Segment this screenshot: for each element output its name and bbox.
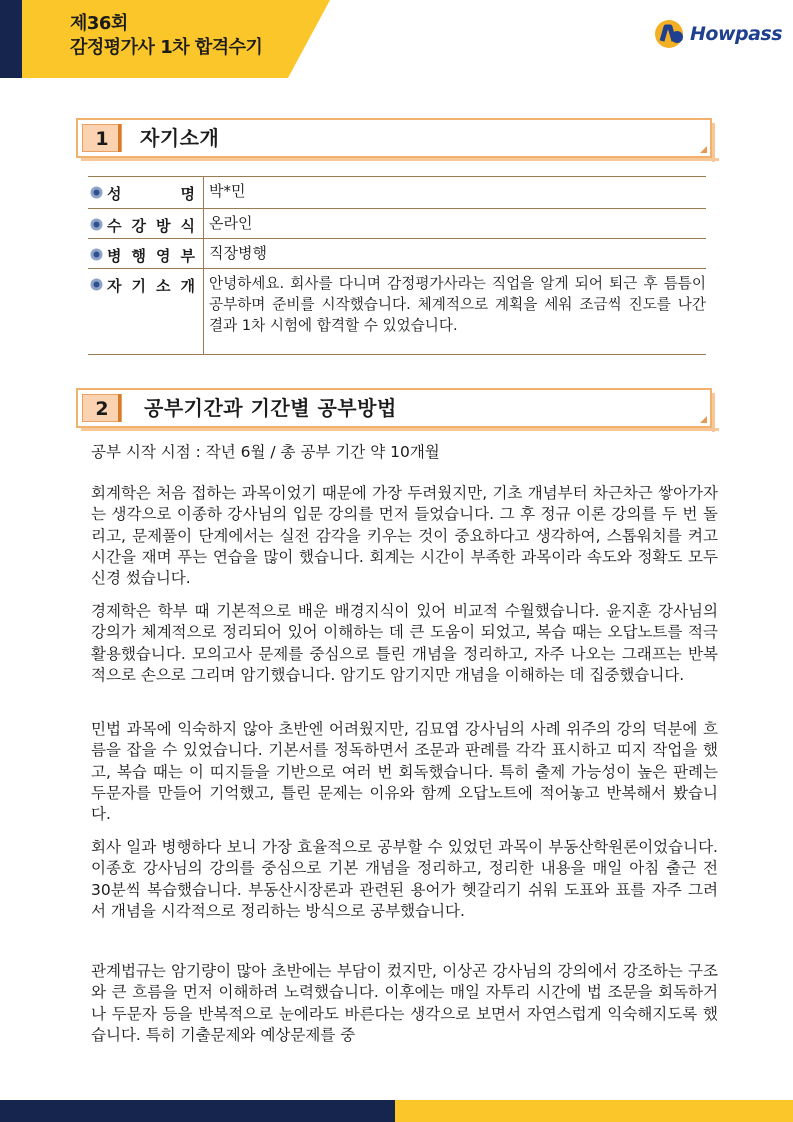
paragraph-regulations: 관계법규는 암기량이 많아 초반에는 부담이 컸지만, 이상곤 강사님의 강의에서 강조하는 구조와 큰 흐름을 먼저 이해하려 노력했습니다. 이후에는 매일 자투리 시간에 법 조문을 회독하거나 두문자 등을 반복적으로 눈에라도 바른다는 생각으로 보면서 자연스럽게 익숙해지도록 했습니다. 특히 기출문제와 예상문제를 중 bbox=[91, 962, 718, 1044]
title-line-1: 제36회 bbox=[70, 13, 128, 34]
section-number-box bbox=[82, 124, 122, 152]
section-1-heading bbox=[76, 118, 712, 158]
profile-label bbox=[88, 177, 204, 208]
section-number: 2 bbox=[95, 398, 109, 420]
section-title: 자기소개 bbox=[140, 126, 220, 150]
corner-mark-icon bbox=[700, 146, 707, 153]
profile-label-text: 수 강 방 식 bbox=[107, 217, 195, 235]
footer-band bbox=[0, 1100, 793, 1122]
profile-label-text: 성 명 bbox=[107, 185, 195, 203]
profile-label bbox=[88, 209, 204, 238]
bullet-icon bbox=[90, 186, 103, 199]
section-number-box bbox=[82, 394, 122, 422]
profile-label-text: 자 기 소 개 bbox=[107, 277, 195, 295]
corner-mark-icon bbox=[700, 416, 707, 423]
profile-table bbox=[88, 176, 706, 355]
profile-label bbox=[88, 269, 204, 354]
paragraph-accounting: 회계학은 처음 접하는 과목이었기 때문에 가장 두려웠지만, 기초 개념부터 차근차근 쌓아가자는 생각으로 이종하 강사님의 입문 강의를 먼저 들었습니다. 그 후 정규 이론 강의를 두 번 돌리고, 문제풀이 단계에서는 실전 감각을 키우는 것이 중요하다고 생각하여, 스톱워치를 켜고 시간을 재며 푸는 연습을 많이 했습니다. 회계는 시간이 부족한 과목이라 속도와 정확도 모두 신경 썼습니다. bbox=[91, 484, 718, 588]
logo-text: Howpass bbox=[690, 23, 783, 45]
profile-label-text: 병 행 영 부 bbox=[107, 247, 195, 265]
profile-label bbox=[88, 239, 204, 268]
profile-row-name bbox=[88, 177, 706, 209]
profile-value: 박*민 bbox=[209, 182, 246, 200]
section-title: 공부기간과 기간별 공부방법 bbox=[144, 396, 397, 420]
title-line-2: 감정평가사 1차 합격수기 bbox=[70, 37, 263, 58]
profile-row-method bbox=[88, 209, 706, 239]
section-2-heading bbox=[76, 388, 712, 428]
paragraph-economics: 경제학은 학부 때 기본적으로 배운 배경지식이 있어 비교적 수월했습니다. 윤지훈 강사님의 강의가 체계적으로 정리되어 있어 이해하는 데 큰 도움이 되었고, 복습 때는 오답노트를 적극 활용했습니다. 모의고사 문제를 중심으로 틀린 개념을 정리하고, 자주 나오는 그래프는 반복적으로 손으로 그리며 암기했습니다. 암기도 암기지만 개념을 이해하는 데 집중했습니다. bbox=[91, 602, 718, 684]
paragraph-real-estate: 회사 일과 병행하다 보니 가장 효율적으로 공부할 수 있었던 과목이 부동산학원론이었습니다. 이종호 강사님의 강의를 중심으로 기본 개념을 정리하고, 정리한 내용을 매일 아침 출근 전 30분씩 복습했습니다. 부동산시장론과 관련된 용어가 헷갈리기 쉬워 도표와 표를 자주 그려서 개념을 시각적으로 정리하는 방식으로 공부했습니다. bbox=[91, 838, 718, 920]
bullet-icon bbox=[90, 278, 103, 291]
paragraph-civil-law: 민법 과목에 익숙하지 않아 초반엔 어려웠지만, 김묘엽 강사님의 사례 위주의 강의 덕분에 흐름을 잡을 수 있었습니다. 기본서를 정독하면서 조문과 판례를 각각 표시하고 띠지 작업을 했고, 복습 때는 이 띠지들을 기반으로 여러 번 회독했습니다. 특히 출제 가능성이 높은 판례는 두문자를 만들어 기억했고, 틀린 문제는 이유와 함께 오답노트에 적어놓고 반복해서 봤습니다. bbox=[91, 720, 718, 824]
profile-value: 직장병행 bbox=[209, 244, 267, 262]
section-number: 1 bbox=[95, 128, 109, 150]
bullet-icon bbox=[90, 218, 103, 231]
profile-value: 온라인 bbox=[209, 214, 253, 232]
document-title bbox=[70, 12, 262, 60]
profile-value: 안녕하세요. 회사를 다니며 감정평가사라는 직업을 알게 되어 퇴근 후 틈틈이 공부하며 준비를 시작했습니다. 체계적으로 계획을 세워 조금씩 진도를 나간 결과 1차 시험에 합격할 수 있었습니다. bbox=[209, 275, 706, 334]
logo-mark-icon bbox=[652, 17, 686, 51]
profile-row-intro bbox=[88, 269, 706, 355]
bullet-icon bbox=[90, 248, 103, 261]
profile-row-parallel bbox=[88, 239, 706, 269]
header-banner bbox=[0, 0, 793, 80]
study-period: 공부 시작 시점 : 작년 6월 / 총 공부 기간 약 10개월 bbox=[91, 443, 440, 461]
howpass-logo bbox=[652, 16, 782, 52]
